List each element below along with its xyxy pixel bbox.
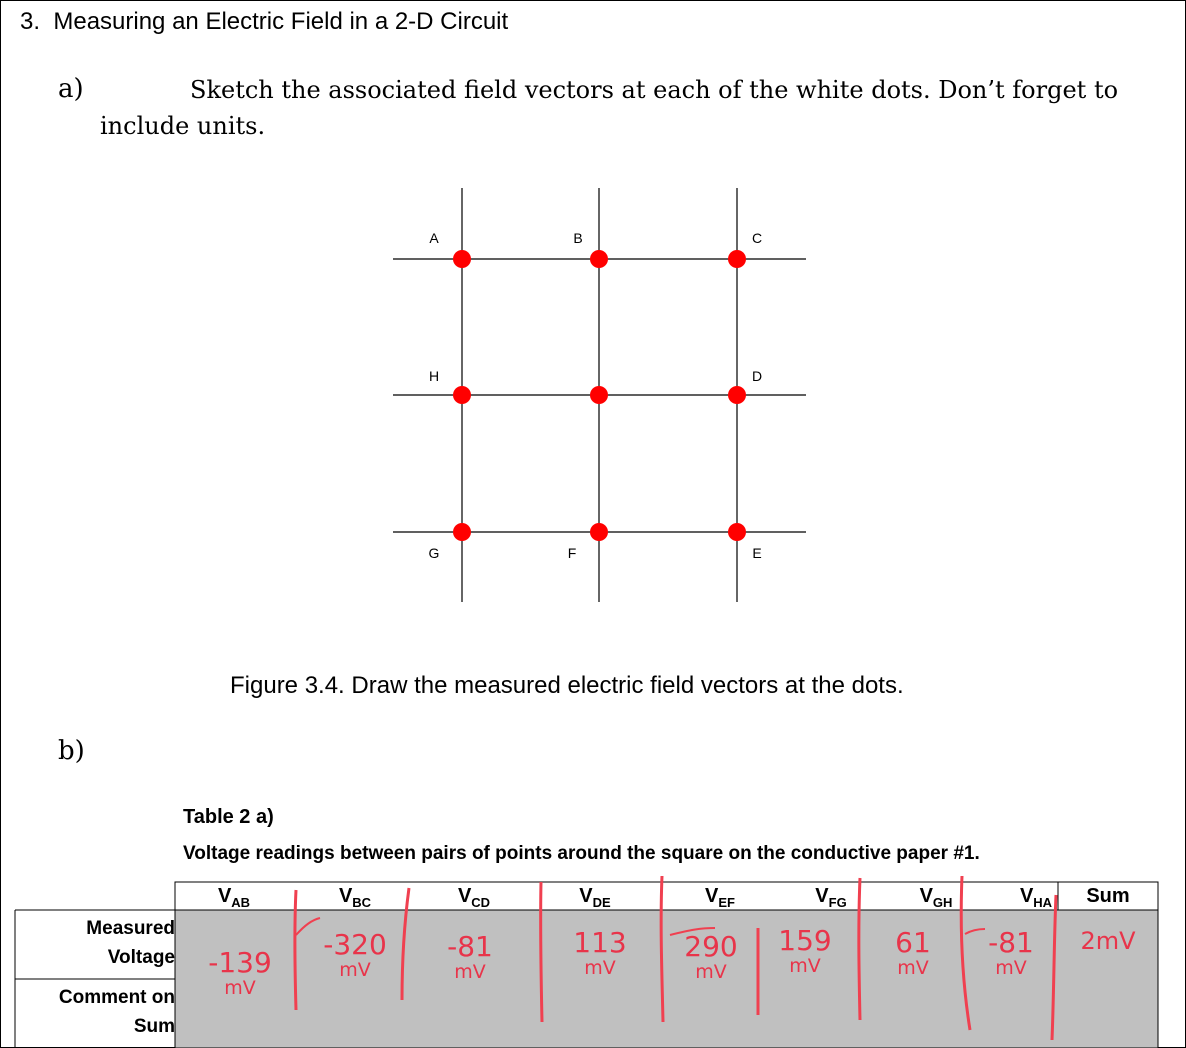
figure-caption: Figure 3.4. Draw the measured electric field vectors at the dots.: [230, 672, 904, 699]
part-a-instruction-line2: include units.: [100, 112, 266, 140]
column-header-vde: $V_{DE}$: [579, 885, 611, 910]
hw-value-sum: 2mV: [1080, 927, 1136, 955]
hw-value-vcd: -81 mV: [447, 930, 493, 983]
hw-value-vef: 290 mV: [684, 930, 738, 983]
hw-value-vfg: 159 mV: [778, 924, 832, 977]
row-label-comment: Comment on: [58, 987, 175, 1008]
table-subtitle: Voltage readings between pairs of points around the square on the conductive paper #1.: [183, 843, 980, 864]
hw-value-vab: -139 mV: [208, 946, 272, 999]
column-header-sum: Sum: [1086, 885, 1130, 907]
part-a-label: a): [58, 74, 84, 104]
table-title: Table 2 a): [183, 806, 274, 828]
hw-value-vha: -81 mV: [988, 926, 1034, 979]
point-label-a: A: [429, 230, 439, 246]
point-label-h: H: [428, 368, 440, 384]
row-label-voltage: Voltage: [107, 947, 175, 968]
column-header-vfg: $V_{FG}$: [815, 885, 847, 910]
section-heading: 3. Measuring an Electric Field in a 2-D Circuit: [20, 8, 509, 35]
point-label-c: C: [751, 230, 763, 246]
row-label-measured: Measured: [86, 918, 175, 939]
column-header-vha: $V_{HA}$: [1019, 885, 1053, 910]
part-a-instruction-line1: Sketch the associated field vectors at each of the white dots. Don’t forget to: [190, 76, 1119, 104]
column-header-vgh: $V_{GH}$: [919, 885, 953, 910]
point-label-f: F: [567, 545, 577, 561]
hw-divider-1: [295, 890, 296, 1010]
column-header-vcd: $V_{CD}$: [457, 885, 491, 910]
part-b-label: b): [58, 736, 85, 766]
point-label-b: B: [573, 230, 583, 246]
hw-divider-6: [859, 878, 860, 1020]
hw-divider-2: [402, 888, 409, 1000]
point-label-e: E: [752, 545, 762, 561]
column-header-vef: $V_{EF}$: [705, 885, 735, 910]
point-label-d: D: [751, 368, 763, 384]
hw-value-vgh: 61 mV: [895, 926, 931, 979]
column-header-vbc: $V_{BC}$: [338, 885, 372, 910]
hw-divider-4: [661, 876, 663, 1022]
row-label-sum: Sum: [133, 1016, 175, 1037]
point-label-g: G: [428, 545, 440, 561]
hw-value-vbc: -320 mV: [323, 928, 387, 981]
hw-value-vde: 113 mV: [573, 926, 627, 979]
column-header-vab: $V_{AB}$: [217, 885, 251, 910]
hw-divider-3: [541, 882, 542, 1022]
